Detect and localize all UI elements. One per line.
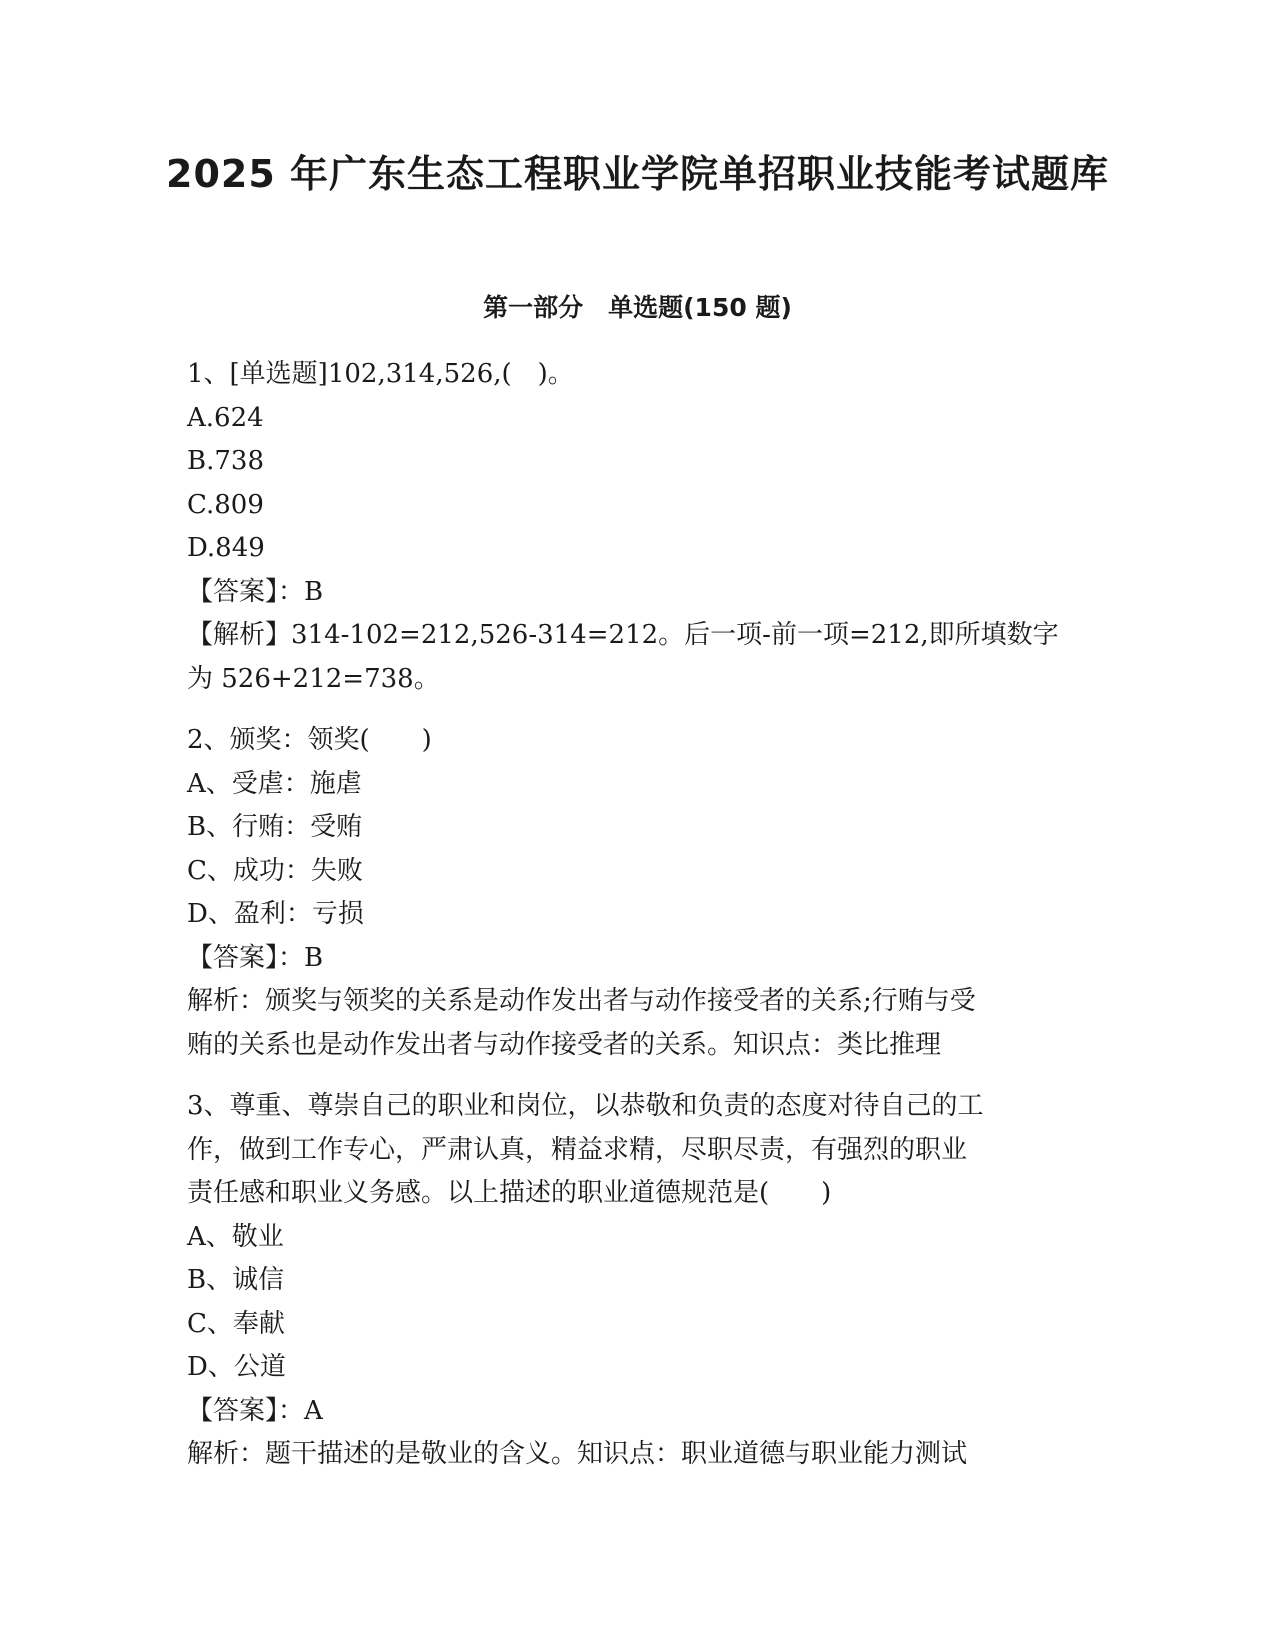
question-stem: 责任感和职业义务感。以上描述的职业道德规范是( ) [187, 1178, 832, 1208]
option-a: A、受虐：施虐 [187, 768, 362, 799]
section-title: 第一部分 单选题(150 题) [483, 293, 792, 322]
question-1 [187, 353, 1087, 701]
analysis-line: 解析：颁奖与领奖的关系是动作发出者与动作接受者的关系;行贿与受 [187, 986, 976, 1016]
question-3 [187, 1085, 1087, 1477]
option-b: B.738 [187, 446, 264, 476]
option-a: A、敬业 [187, 1221, 284, 1252]
option-d: D、盈利：亏损 [187, 899, 364, 929]
question-stem: 3、尊重、尊崇自己的职业和岗位，以恭敬和负责的态度对待自己的工 [187, 1091, 984, 1121]
option-d: D.849 [187, 533, 265, 563]
analysis-line: 为 526+212=738。 [187, 663, 440, 694]
option-c: C、奉献 [187, 1308, 285, 1339]
option-b: B、行贿：受贿 [187, 812, 363, 842]
question-list [187, 353, 1087, 1495]
option-d: D、公道 [187, 1352, 286, 1382]
document-title: 2025 年广东生态工程职业学院单招职业技能考试题库 [166, 152, 1109, 196]
answer: 【答案】：A [187, 1395, 323, 1426]
question-stem: 1、[单选题]102,314,526,( )。 [187, 359, 574, 389]
option-c: C.809 [187, 489, 264, 520]
question-stem: 2、颁奖：领奖( ) [187, 725, 432, 755]
answer: 【答案】：B [187, 942, 324, 973]
option-c: C、成功：失败 [187, 855, 363, 886]
question-stem: 作，做到工作专心，严肃认真，精益求精，尽职尽责，有强烈的职业 [187, 1134, 968, 1165]
option-b: B、诚信 [187, 1265, 285, 1295]
analysis-line: 解析：题干描述的是敬业的含义。知识点：职业道德与职业能力测试 [187, 1439, 968, 1469]
answer: 【答案】：B [187, 576, 324, 607]
analysis-line: 贿的关系也是动作发出者与动作接受者的关系。知识点：类比推理 [187, 1029, 942, 1060]
option-a: A.624 [187, 402, 264, 433]
question-2 [187, 719, 1087, 1067]
analysis-line: 【解析】314-102=212,526-314=212。后一项-前一项=212,即所填数字 [187, 620, 1059, 650]
